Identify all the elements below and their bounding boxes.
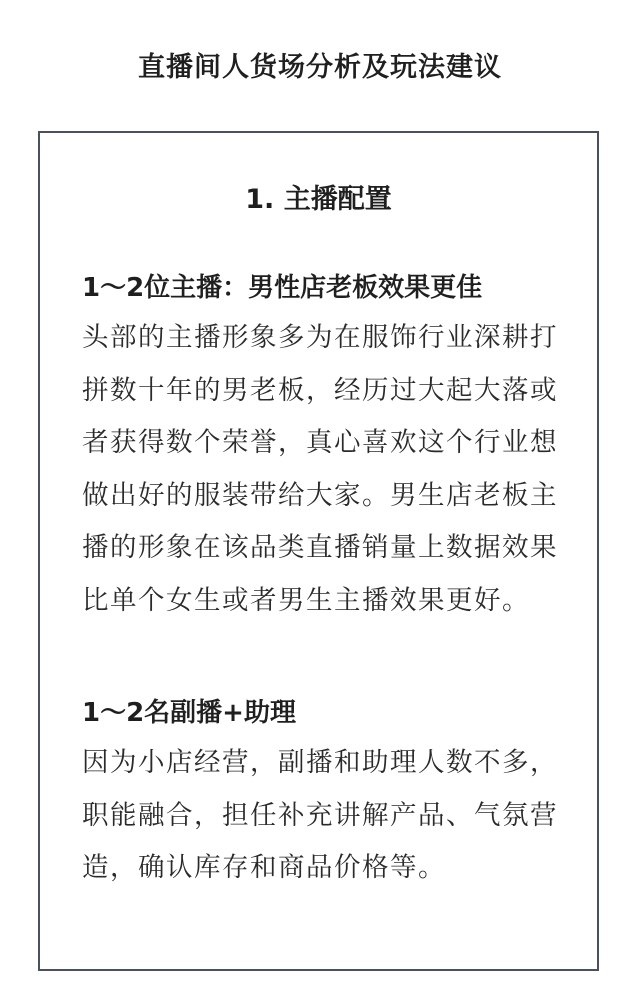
assistant-config-block — [82, 693, 562, 895]
host-config-heading: 1～2位主播：男性店老板效果更佳 — [82, 273, 483, 303]
host-config-block — [82, 268, 562, 627]
assistant-config-heading: 1～2名副播+助理 — [82, 698, 296, 728]
page-title: 直播间人货场分析及玩法建议 — [138, 52, 502, 83]
content-box — [38, 131, 599, 971]
host-config-body: 头部的主播形象多为在服饰行业深耕打拼数十年的男老板，经历过大起大落或者获得数个荣誉，真心喜欢这个行业想做出好的服装带给大家。男生店老板主播的形象在该品类直播销量上数据效果比单个女生或者男生主播效果更好。 — [82, 322, 558, 616]
assistant-config-body: 因为小店经营，副播和助理人数不多，职能融合，担任补充讲解产品、气氛营造，确认库存和商品价格等。 — [82, 747, 558, 883]
section-heading: 1. 主播配置 — [245, 184, 392, 215]
